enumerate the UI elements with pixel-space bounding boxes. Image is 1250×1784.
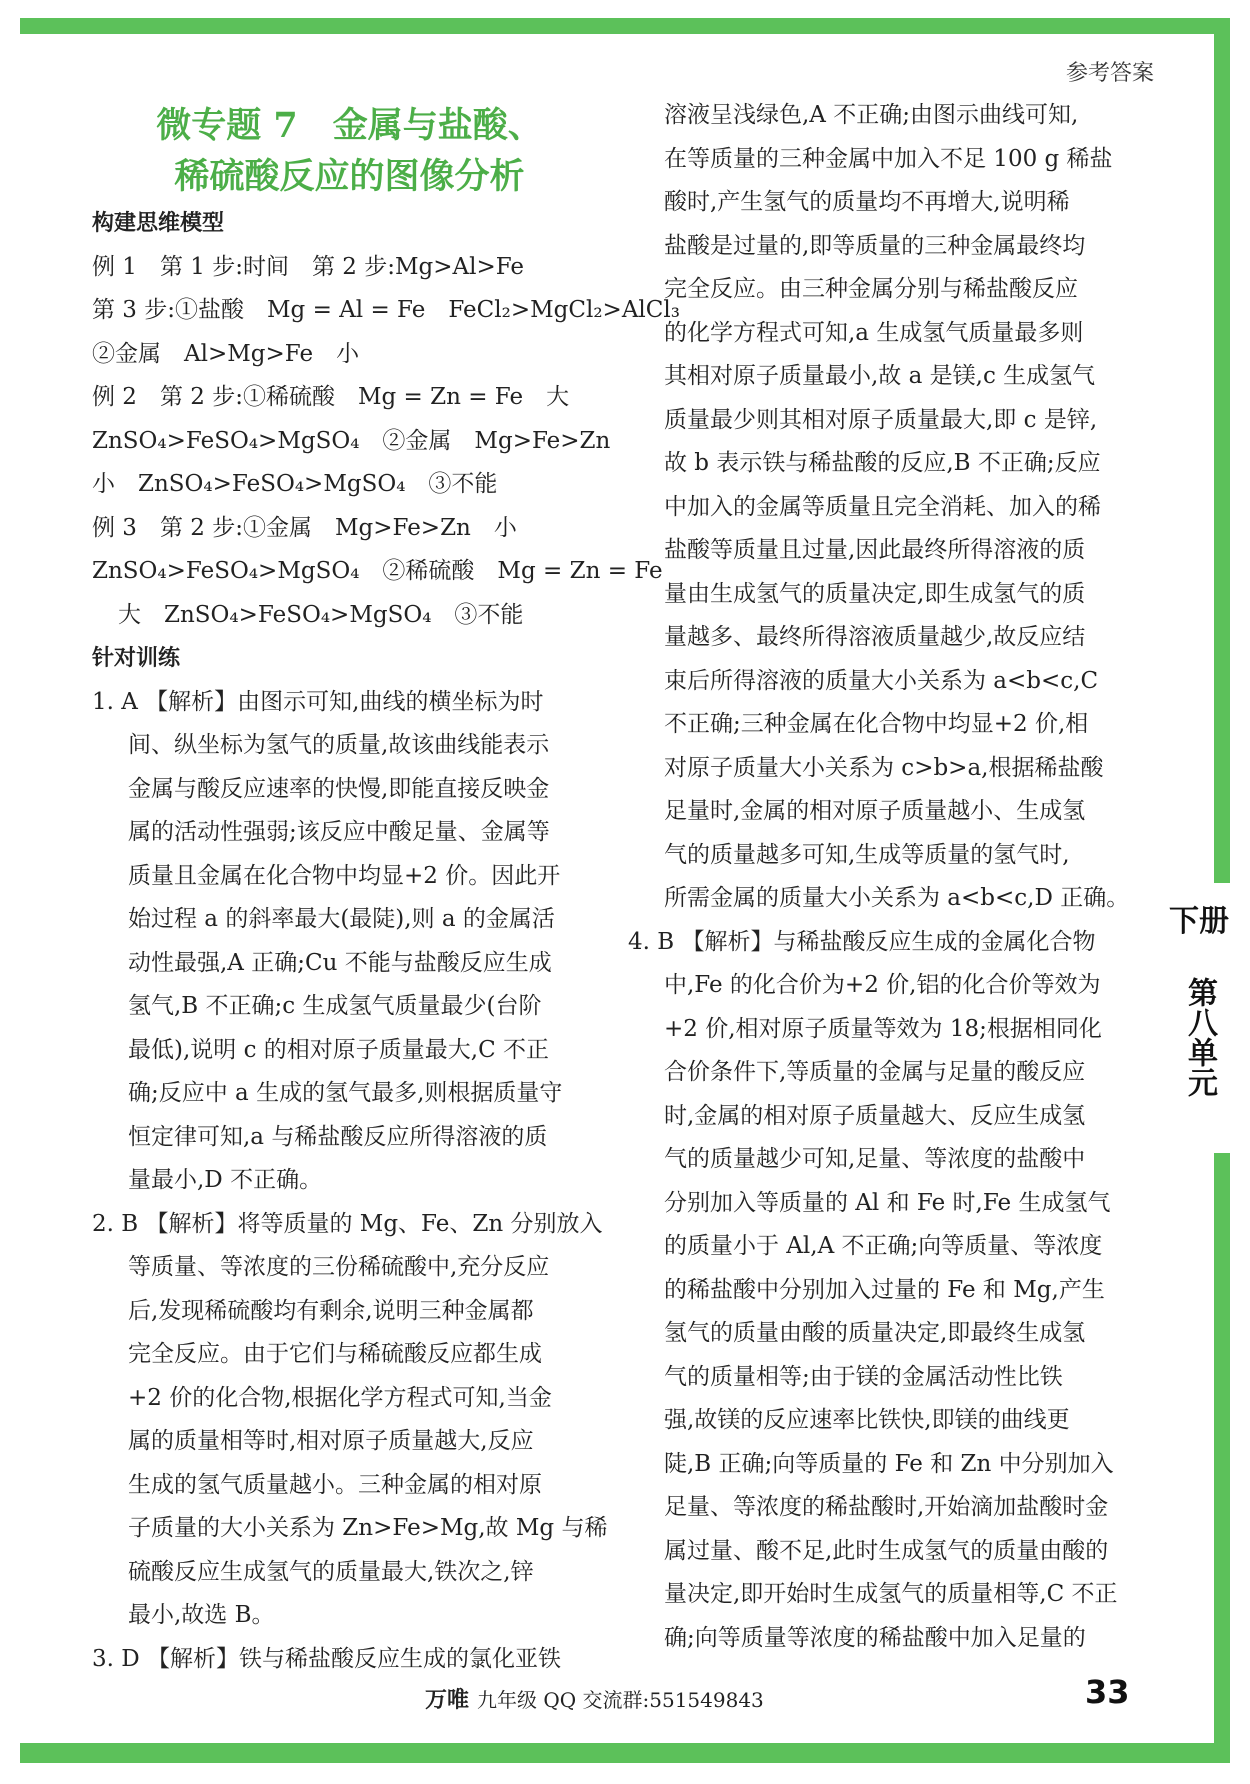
text-line: 等质量、等浓度的三份稀硫酸中,充分反应	[128, 1254, 550, 1280]
text-line: 小 ZnSO₄>FeSO₄>MgSO₄ ③不能	[92, 471, 498, 497]
text-line: 所需金属的质量大小关系为 a<b<c,D 正确。	[664, 885, 1130, 911]
text-line: 溶液呈浅绿色,A 不正确;由图示曲线可知,	[664, 102, 1079, 128]
text-line: 足量时,金属的相对原子质量越小、生成氢	[664, 798, 1086, 824]
text-line: 盐酸是过量的,即等质量的三种金属最终均	[664, 232, 1086, 259]
text-line: ②金属 Al>Mg>Fe 小	[92, 340, 360, 367]
text-line: 量决定,即开始时生成氢气的质量相等,C 不正	[664, 1581, 1118, 1607]
text-line: 盐酸等质量且过量,因此最终所得溶液的质	[664, 537, 1086, 563]
page-number: 33	[1085, 1673, 1130, 1711]
brand-logo: 万唯	[425, 1688, 470, 1713]
footer-text: 九年级 QQ 交流群:551549843	[477, 1688, 764, 1712]
text-line: 故 b 表示铁与稀盐酸的反应,B 不正确;反应	[664, 450, 1101, 476]
text-line: 例 2 第 2 步:①稀硫酸 Mg = Zn = Fe 大	[92, 384, 570, 410]
answer-line: 3. D 【解析】铁与稀盐酸反应生成的氯化亚铁	[92, 1645, 562, 1672]
text-line: 确;反应中 a 生成的氢气最多,则根据质量守	[128, 1080, 563, 1106]
frame-bottom-bar	[20, 1743, 1230, 1763]
text-line: 完全反应。由三种金属分别与稀盐酸反应	[664, 276, 1078, 302]
section-heading: 构建思维模型	[92, 211, 225, 236]
frame-top-bar	[20, 18, 1230, 34]
text-line: 中,Fe 的化合价为+2 价,铝的化合价等效为	[664, 972, 1101, 998]
footer	[425, 1683, 764, 1714]
section-heading: 针对训练	[92, 646, 181, 671]
text-line: 金属与酸反应速率的快慢,即能直接反映金	[128, 775, 550, 802]
text-line: 例 1 第 1 步:时间 第 2 步:Mg>Al>Fe	[92, 253, 525, 280]
text-line: 时,金属的相对原子质量越大、反应生成氢	[664, 1102, 1086, 1129]
text-line: 子质量的大小关系为 Zn>Fe>Mg,故 Mg 与稀	[128, 1515, 608, 1541]
text-line: ZnSO₄>FeSO₄>MgSO₄ ②稀硫酸 Mg = Zn = Fe	[92, 558, 663, 584]
left-column	[92, 202, 680, 1681]
page-title-line-2: 稀硫酸反应的图像分析	[174, 156, 525, 197]
text-line: 确;向等质量等浓度的稀盐酸中加入足量的	[664, 1624, 1086, 1651]
text-line: 足量、等浓度的稀盐酸时,开始滴加盐酸时金	[664, 1494, 1109, 1520]
text-line: 对原子质量大小关系为 c>b>a,根据稀盐酸	[664, 754, 1104, 781]
text-line: +2 价,相对原子质量等效为 18;根据相同化	[664, 1015, 1102, 1042]
text-line: 气的质量相等;由于镁的金属活动性比铁	[664, 1363, 1063, 1390]
text-line: 不正确;三种金属在化合物中均显+2 价,相	[664, 711, 1089, 737]
text-line: 的稀盐酸中分别加入过量的 Fe 和 Mg,产生	[664, 1276, 1105, 1303]
text-line: 氢气,B 不正确;c 生成氢气质量最少(台阶	[128, 993, 542, 1019]
text-line: 陡,B 正确;向等质量的 Fe 和 Zn 中分别加入	[664, 1450, 1114, 1477]
text-line: 完全反应。由于它们与稀硫酸反应都生成	[128, 1341, 542, 1367]
side-tab-unit: 第八单元	[1182, 977, 1217, 1097]
answer-line: 4. B 【解析】与稀盐酸反应生成的金属化合物	[628, 928, 1096, 955]
text-line: 中加入的金属等质量且完全消耗、加入的稀	[664, 493, 1101, 520]
text-line: 束后所得溶液的质量大小关系为 a<b<c,C	[664, 667, 1099, 694]
text-line: 在等质量的三种金属中加入不足 100 g 稀盐	[664, 145, 1113, 172]
text-line: 第 3 步:①盐酸 Mg = Al = Fe FeCl₂>MgCl₂>AlCl₃	[92, 297, 680, 323]
text-line: 质量且金属在化合物中均显+2 价。因此开	[128, 862, 561, 889]
right-column	[628, 94, 1160, 1660]
text-line: 酸时,产生氢气的质量均不再增大,说明稀	[664, 189, 1070, 215]
text-line: 的质量小于 Al,A 不正确;向等质量、等浓度	[664, 1233, 1103, 1259]
text-line: 间、纵坐标为氢气的质量,故该曲线能表示	[128, 732, 550, 758]
text-line: 恒定律可知,a 与稀盐酸反应所得溶液的质	[128, 1123, 548, 1150]
text-line: 量最小,D 不正确。	[128, 1167, 323, 1193]
text-line: 例 3 第 2 步:①金属 Mg>Fe>Zn 小	[92, 514, 517, 541]
page-title-line-1: 微专题 7 金属与盐酸、	[156, 105, 543, 146]
text-line: 气的质量越多可知,生成等质量的氢气时,	[664, 841, 1070, 868]
text-line: 生成的氢气质量越小。三种金属的相对原	[128, 1471, 542, 1498]
text-line: 氢气的质量由酸的质量决定,即最终生成氢	[664, 1320, 1086, 1346]
answer-line: 1. A 【解析】由图示可知,曲线的横坐标为时	[92, 688, 544, 715]
text-line: ZnSO₄>FeSO₄>MgSO₄ ②金属 Mg>Fe>Zn	[92, 427, 611, 454]
text-line: 量越多、最终所得溶液质量越少,故反应结	[664, 624, 1086, 650]
text-line: 始过程 a 的斜率最大(最陡),则 a 的金属活	[128, 906, 555, 932]
text-line: 强,故镁的反应速率比铁快,即镁的曲线更	[664, 1407, 1070, 1433]
text-line: 合价条件下,等质量的金属与足量的酸反应	[664, 1059, 1086, 1085]
text-line: 属的质量相等时,相对原子质量越大,反应	[128, 1428, 534, 1454]
text-line: 最小,故选 B。	[128, 1602, 275, 1628]
text-line: 量由生成氢气的质量决定,即生成氢气的质	[664, 580, 1086, 607]
text-line: 质量最少则其相对原子质量最大,即 c 是锌,	[664, 406, 1098, 433]
text-line: 后,发现稀硫酸均有剩余,说明三种金属都	[128, 1297, 534, 1324]
side-tab	[1168, 883, 1230, 1153]
text-line: 属过量、酸不足,此时生成氢气的质量由酸的	[664, 1537, 1109, 1564]
text-line: 气的质量越少可知,足量、等浓度的盐酸中	[664, 1146, 1086, 1172]
text-line: 属的活动性强弱;该反应中酸足量、金属等	[128, 819, 550, 845]
text-line: 最低),说明 c 的相对原子质量最大,C 不正	[128, 1036, 550, 1063]
text-line: 其相对原子质量最小,故 a 是镁,c 生成氢气	[664, 363, 1096, 389]
text-line: 的化学方程式可知,a 生成氢气质量最多则	[664, 319, 1084, 346]
text-line: 分别加入等质量的 Al 和 Fe 时,Fe 生成氢气	[664, 1189, 1111, 1216]
text-line: +2 价的化合物,根据化学方程式可知,当金	[128, 1384, 552, 1411]
text-line: 硫酸反应生成氢气的质量最大,铁次之,锌	[128, 1558, 534, 1585]
text-line: 大 ZnSO₄>FeSO₄>MgSO₄ ③不能	[118, 601, 524, 628]
text-line: 动性最强,A 正确;Cu 不能与盐酸反应生成	[128, 949, 552, 976]
header-label: 参考答案	[1065, 61, 1154, 86]
side-tab-volume: 下册	[1169, 904, 1229, 939]
answer-line: 2. B 【解析】将等质量的 Mg、Fe、Zn 分别放入	[92, 1210, 603, 1237]
